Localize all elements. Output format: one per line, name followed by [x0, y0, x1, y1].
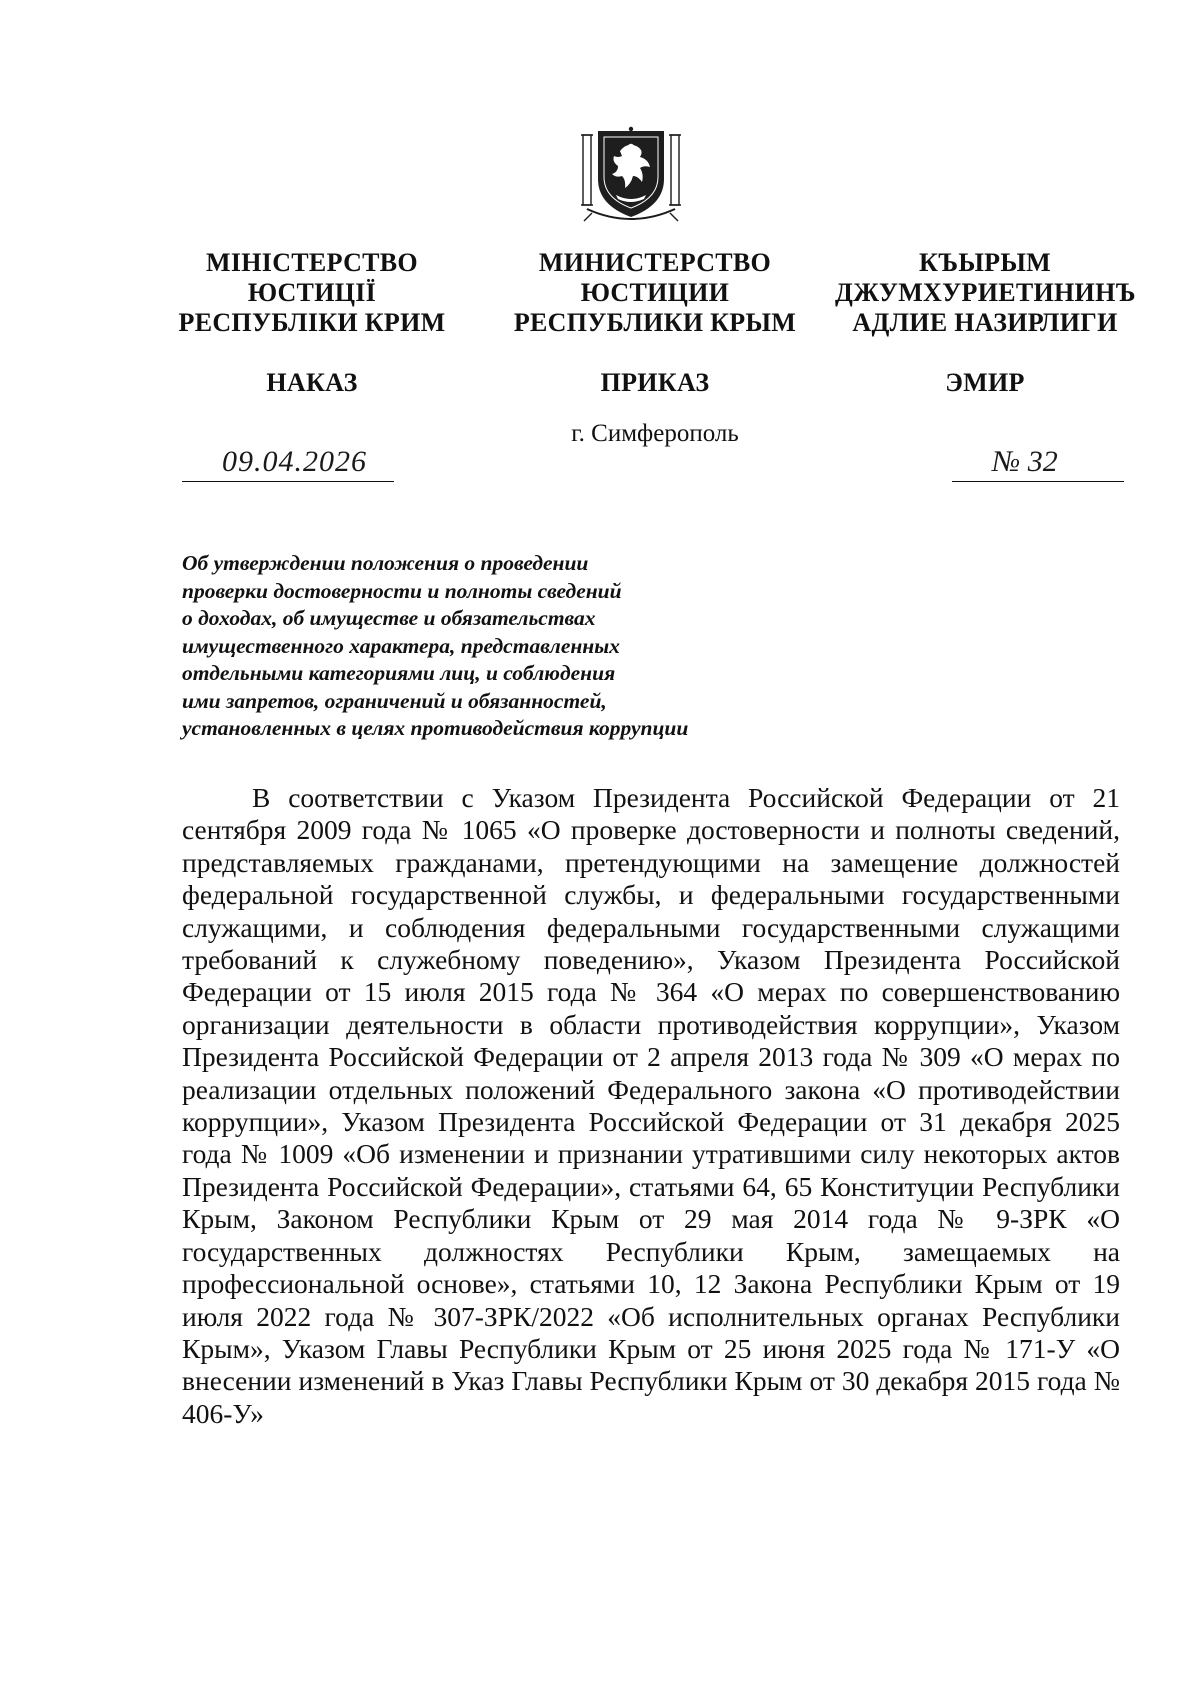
order-number-field	[952, 445, 1124, 482]
city-label: г. Симферополь	[571, 420, 739, 447]
subject-line: установленных в целях противодействия коррупции	[182, 716, 689, 740]
subject-line: о доходах, об имуществе и обязательствах	[182, 606, 596, 630]
order-date-field	[182, 445, 394, 482]
ministry-name-line: РЕСПУБЛИКИ КРЫМ	[513, 308, 797, 337]
ministry-name-line: ЮСТИЦИИ	[580, 278, 730, 307]
coat-of-arms-emblem	[580, 125, 682, 225]
ministry-name-line: МИНИСТЕРСТВО	[538, 248, 772, 277]
subject-line: проверки достоверности и полноты сведений	[182, 578, 622, 603]
subject-line: отдельными категориями лиц, и соблюдения	[182, 661, 616, 685]
header-russian	[505, 248, 805, 398]
header-crimean-tatar	[835, 248, 1135, 398]
order-date: 09.04.2026	[222, 445, 367, 478]
ministry-header	[0, 248, 1200, 397]
subject-line: ими запретов, ограничений и обязанностей,	[182, 688, 607, 713]
order-type-label: НАКАЗ	[266, 368, 358, 397]
order-type-label: ЭМИР	[945, 368, 1025, 397]
subject-line: имущественного характера, представленных	[182, 633, 620, 658]
ministry-name-line: АДЛИЕ НАЗИРЛИГИ	[852, 308, 1118, 337]
ministry-name-line: КЪЫРЫМ	[918, 248, 1052, 277]
order-subject	[182, 550, 802, 743]
subject-line: Об утверждении положения о проведении	[182, 551, 589, 575]
body-paragraph: В соответствии с Указом Президента Российской Федерации от 21 сентября 2009 года № 1065 «О проверке достоверности и полноты сведений, представляемых гражданами, претендующими на замещение должностей федеральной государственной службы, и федеральными государственными служащими, и соблюдения федеральными государственными служащими требований к служебному поведению», Указом Президента Российской Федерации от 15 июля 2015 года № 364 «О мерах по совершенствованию организации деятельности в области противодействия коррупции», Указом Президента Российской Федерации от 2 апреля 2013 года № 309 «О мерах по реализации отдельных положений Федерального закона «О противодействии коррупции», Указом Президента Российской Федерации от 31 декабря 2025 года № 1009 «Об изменении и признании утратившими силу некоторых актов Президента Российской Федерации», статьями 64, 65 Конституции Республики Крым, Законом Республики Крым от 29 мая 2014 года № 9-ЗРК «О государственных должностях Республики Крым, замещаемых на профессиональной основе», статьями 10, 12 Закона Республики Крым от 19 июля 2022 года № 307-ЗРК/2022 «Об исполнительных органах Республики Крым», Указом Главы Республики Крым от 25 июня 2025 года № 171-У «О внесении изменений в Указ Главы Республики Крым от 30 декабря 2015 года № 406-У»	[182, 782, 1120, 1429]
ministry-name-line: ЮСТИЦІЇ	[247, 278, 377, 307]
order-number: № 32	[992, 445, 1058, 478]
ministry-name-line: МІНІСТЕРСТВО	[206, 248, 418, 277]
ministry-name-line: ДЖУМХУРИЕТИНИНЪ	[835, 278, 1136, 307]
header-ukrainian	[172, 248, 452, 398]
order-type-label: ПРИКАЗ	[600, 368, 710, 397]
ministry-name-line: РЕСПУБЛІКИ КРИМ	[178, 308, 446, 337]
